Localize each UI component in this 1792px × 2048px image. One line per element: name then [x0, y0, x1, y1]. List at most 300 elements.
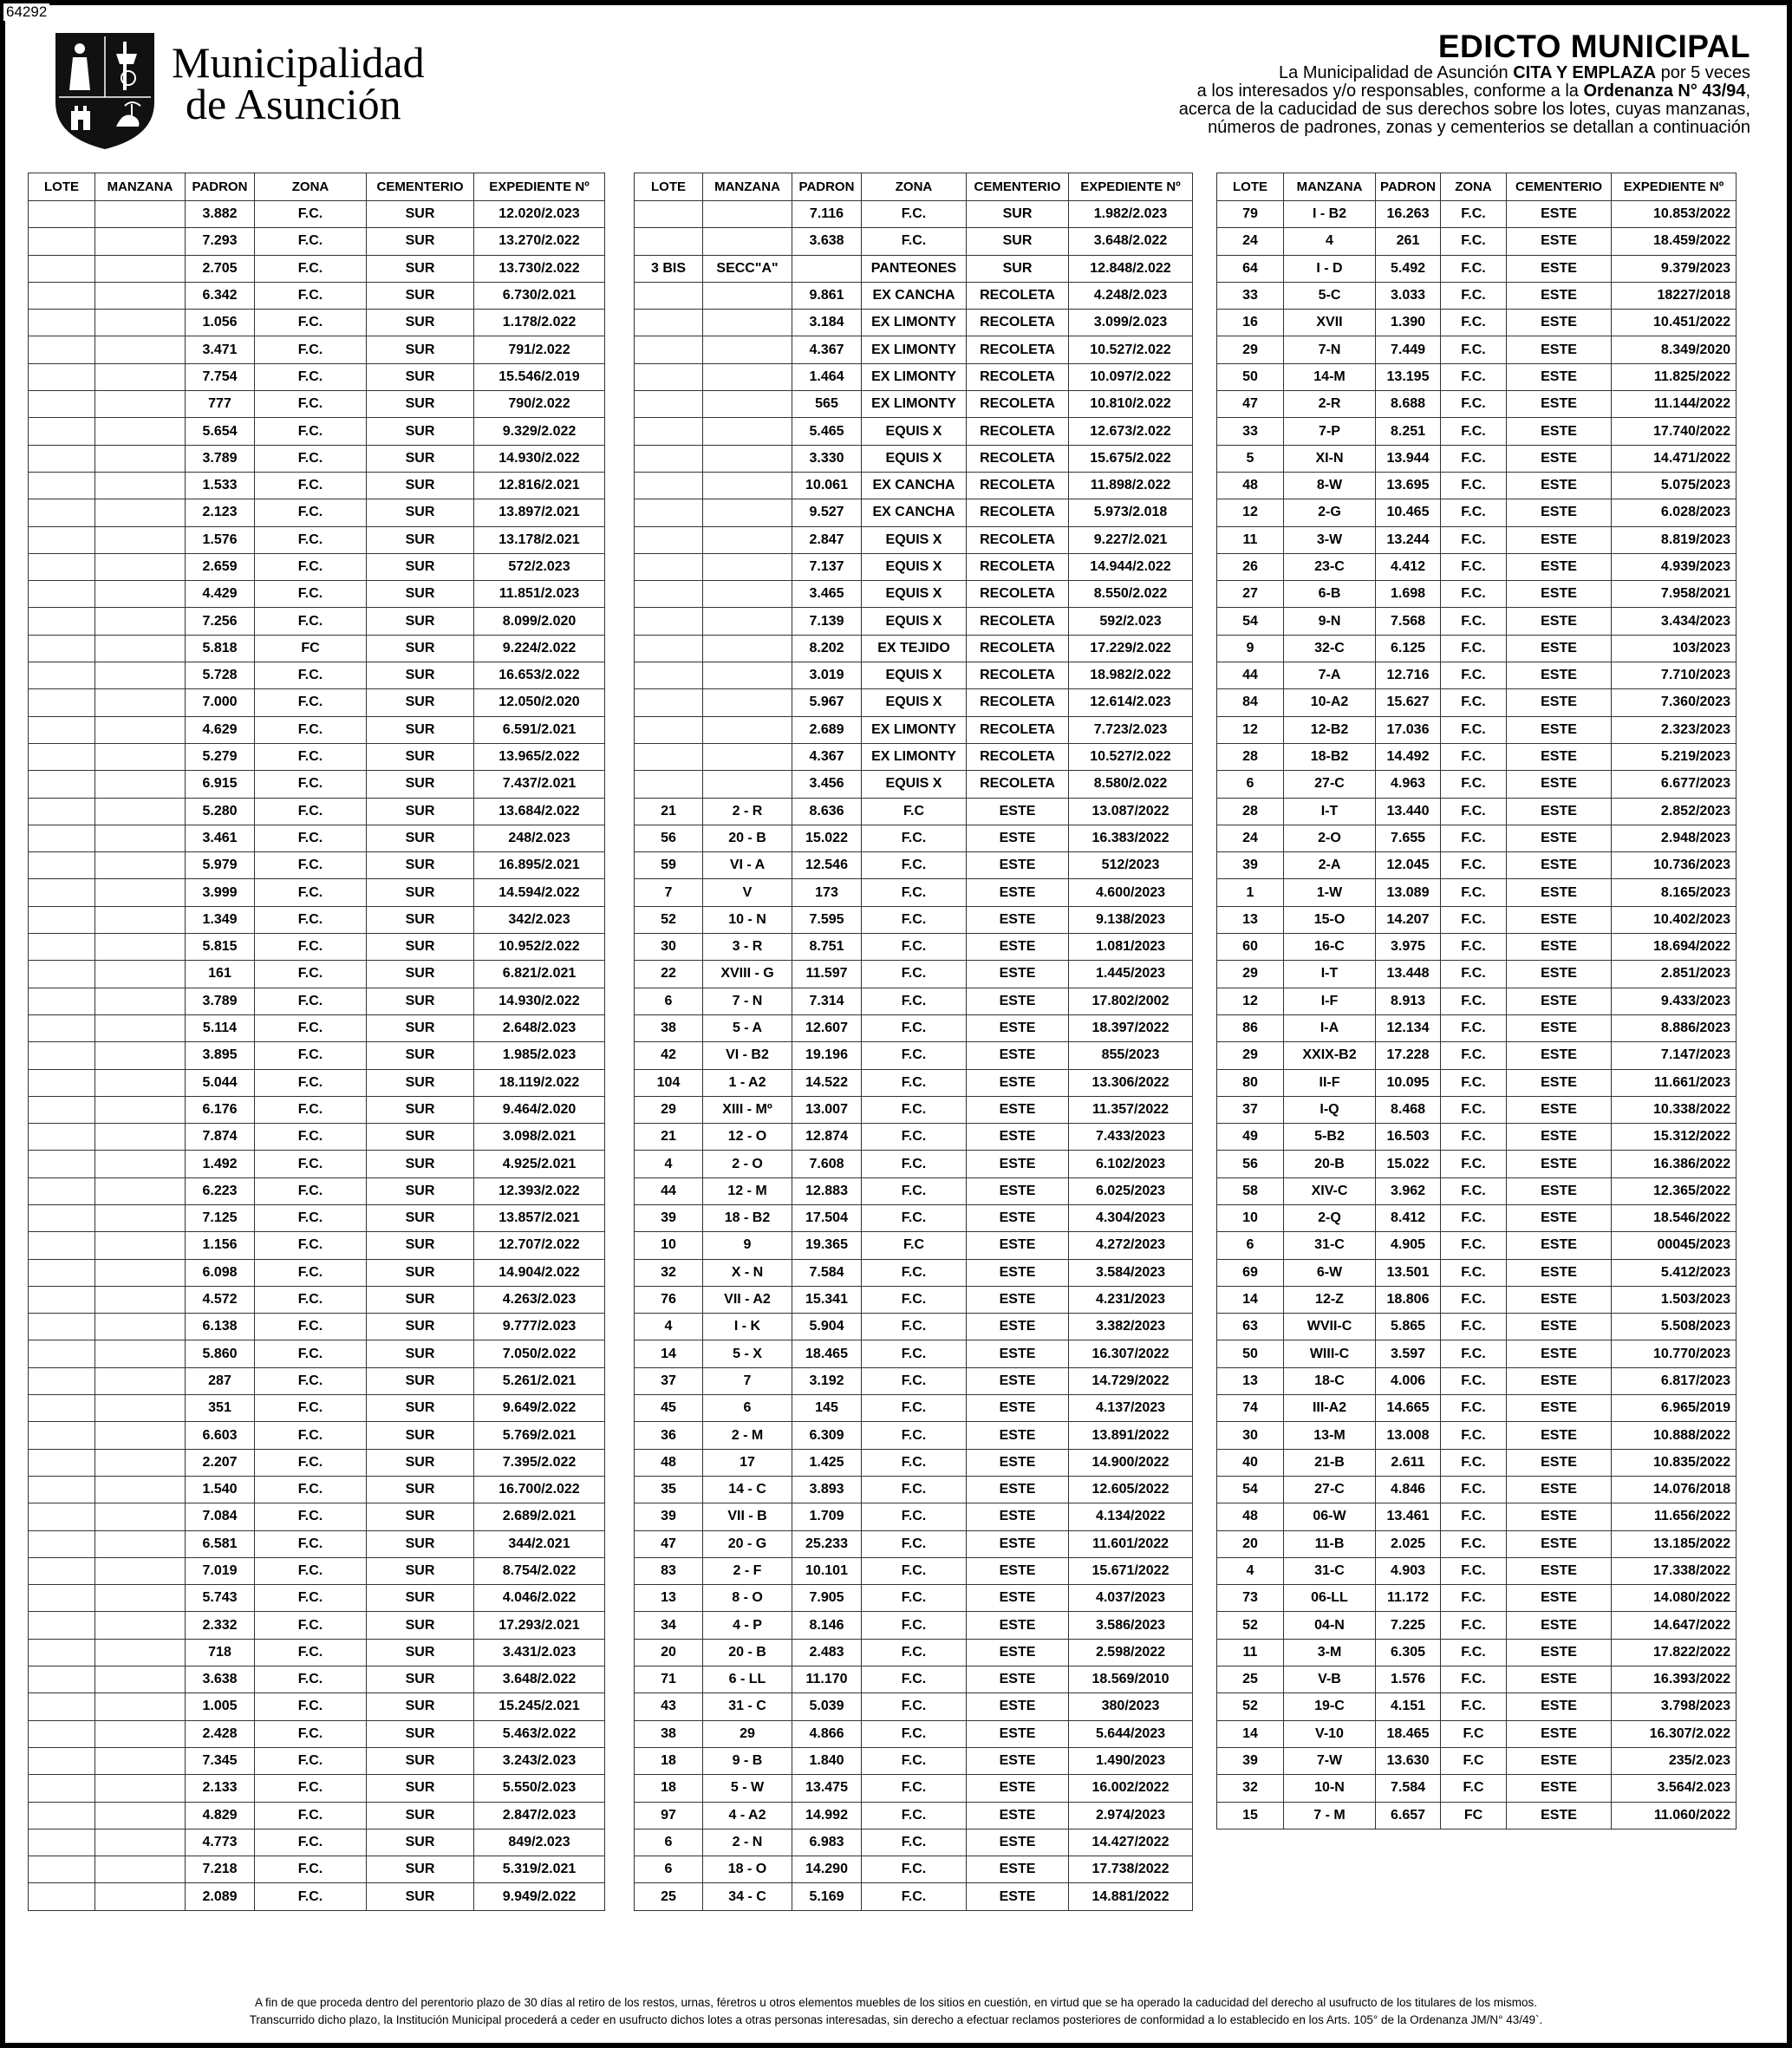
cell-manzana: V	[703, 879, 792, 906]
cell-lote: 4	[1217, 1557, 1284, 1584]
cell-manzana: 8-W	[1284, 472, 1376, 499]
cell-cementerio: SUR	[367, 1585, 474, 1612]
cell-manzana	[95, 310, 186, 336]
cell-zona: F.C.	[862, 228, 967, 255]
cell-zona: F.C.	[862, 1422, 967, 1449]
cell-cementerio: ESTE	[967, 1286, 1069, 1313]
cell-manzana: 2 - O	[703, 1151, 792, 1177]
cell-expediente: 14.076/2018	[1612, 1476, 1737, 1503]
cell-expediente: 6.591/2.021	[474, 716, 605, 743]
cell-manzana: 5-C	[1284, 282, 1376, 309]
cell-expediente: 11.601/2022	[1069, 1530, 1193, 1557]
cell-lote	[635, 662, 703, 689]
cell-lote: 12	[1217, 499, 1284, 526]
cell-zona: F.C.	[255, 1476, 367, 1503]
table-header-row	[29, 173, 605, 201]
cell-cementerio: RECOLETA	[967, 499, 1069, 526]
cell-cementerio: SUR	[367, 798, 474, 825]
cell-lote: 26	[1217, 553, 1284, 580]
cell-cementerio: SUR	[367, 391, 474, 418]
cell-lote: 38	[635, 1720, 703, 1747]
cell-manzana: 2 - R	[703, 798, 792, 825]
table-row	[1217, 1530, 1737, 1557]
cell-lote: 6	[635, 1829, 703, 1856]
table-row	[29, 1639, 605, 1666]
cell-manzana	[703, 228, 792, 255]
cell-lote: 13	[1217, 906, 1284, 933]
cell-expediente: 4.046/2.022	[474, 1585, 605, 1612]
cell-manzana: 5 - X	[703, 1340, 792, 1367]
cell-manzana: 16-C	[1284, 934, 1376, 961]
table-row	[29, 1340, 605, 1367]
cell-expediente: 103/2023	[1612, 635, 1737, 662]
cell-manzana	[95, 526, 186, 553]
cell-zona: F.C.	[1441, 716, 1507, 743]
table-row	[1217, 906, 1737, 933]
cell-padron: 1.709	[792, 1503, 862, 1530]
cell-padron: 13.630	[1376, 1747, 1441, 1774]
table-row	[29, 1124, 605, 1151]
cell-lote: 14	[635, 1340, 703, 1367]
cell-zona: F.C.	[255, 1014, 367, 1041]
cell-lote: 33	[1217, 418, 1284, 445]
cell-cementerio: ESTE	[1507, 1151, 1612, 1177]
cell-zona: F.C.	[862, 1314, 967, 1340]
cell-expediente: 4.137/2023	[1069, 1395, 1193, 1422]
cell-lote: 48	[1217, 1503, 1284, 1530]
cell-padron: 565	[792, 391, 862, 418]
cell-expediente: 13.178/2.021	[474, 526, 605, 553]
cell-cementerio: RECOLETA	[967, 282, 1069, 309]
cell-zona: F.C.	[1441, 1530, 1507, 1557]
table-row	[635, 934, 1193, 961]
cell-padron: 3.471	[186, 336, 255, 363]
cell-padron: 3.192	[792, 1367, 862, 1394]
table-row	[29, 1232, 605, 1259]
table-row	[1217, 1014, 1737, 1041]
table-row	[29, 1314, 605, 1340]
cell-padron: 7.314	[792, 988, 862, 1014]
cell-padron: 13.461	[1376, 1503, 1441, 1530]
cell-padron: 2.611	[1376, 1449, 1441, 1476]
cell-lote: 69	[1217, 1259, 1284, 1286]
cell-manzana: XIV-C	[1284, 1177, 1376, 1204]
cell-padron: 1.540	[186, 1476, 255, 1503]
table-row	[635, 716, 1193, 743]
cell-expediente: 15.312/2022	[1612, 1124, 1737, 1151]
cell-padron: 3.597	[1376, 1340, 1441, 1367]
cell-cementerio: SUR	[367, 363, 474, 390]
cell-manzana: 29	[703, 1720, 792, 1747]
cell-zona: F.C.	[862, 1666, 967, 1693]
cell-zona: F.C.	[862, 852, 967, 879]
cell-lote: 71	[635, 1666, 703, 1693]
table-row	[635, 1720, 1193, 1747]
cell-lote	[29, 1395, 95, 1422]
cell-padron: 1.390	[1376, 310, 1441, 336]
cell-zona: F.C.	[255, 1314, 367, 1340]
cell-cementerio: SUR	[367, 1422, 474, 1449]
cell-zona: F.C.	[862, 1557, 967, 1584]
cell-manzana: 7-A	[1284, 662, 1376, 689]
cell-padron: 18.465	[1376, 1720, 1441, 1747]
table-row	[29, 363, 605, 390]
cell-lote	[29, 1096, 95, 1123]
table-row	[635, 1856, 1193, 1883]
cell-lote: 3 BIS	[635, 255, 703, 282]
cell-zona: F.C.	[255, 1151, 367, 1177]
cell-padron: 1.840	[792, 1747, 862, 1774]
table-row	[635, 472, 1193, 499]
cell-lote	[29, 1775, 95, 1802]
cell-lote	[29, 553, 95, 580]
cell-expediente: 14.900/2022	[1069, 1449, 1193, 1476]
cell-zona: F.C.	[255, 1449, 367, 1476]
cell-manzana	[95, 988, 186, 1014]
cell-padron: 3.019	[792, 662, 862, 689]
table-row	[635, 852, 1193, 879]
cell-manzana: 7 - M	[1284, 1802, 1376, 1829]
cell-lote: 25	[1217, 1666, 1284, 1693]
cell-padron: 11.170	[792, 1666, 862, 1693]
cell-cementerio: ESTE	[1507, 526, 1612, 553]
cell-cementerio: SUR	[367, 1530, 474, 1557]
cell-expediente: 1.445/2023	[1069, 961, 1193, 988]
cell-lote: 6	[1217, 771, 1284, 798]
cell-expediente: 10.402/2023	[1612, 906, 1737, 933]
cell-expediente: 17.229/2.022	[1069, 635, 1193, 662]
cell-cementerio: ESTE	[1507, 1096, 1612, 1123]
cell-zona: F.C.	[255, 988, 367, 1014]
cell-lote	[635, 743, 703, 770]
cell-lote	[29, 255, 95, 282]
table-row	[1217, 1585, 1737, 1612]
table-row	[635, 1503, 1193, 1530]
cell-expediente: 592/2.023	[1069, 608, 1193, 635]
cell-cementerio: RECOLETA	[967, 635, 1069, 662]
cell-zona: F.C.	[255, 716, 367, 743]
cell-cementerio: ESTE	[1507, 771, 1612, 798]
cell-manzana	[95, 581, 186, 608]
cell-zona: EQUIS X	[862, 771, 967, 798]
cell-cementerio: ESTE	[967, 1666, 1069, 1693]
cell-lote	[29, 472, 95, 499]
cell-padron: 6.915	[186, 771, 255, 798]
cell-expediente: 16.307/2022	[1069, 1340, 1193, 1367]
cell-cementerio: ESTE	[967, 1639, 1069, 1666]
cell-cementerio: SUR	[367, 1069, 474, 1096]
cell-zona: F.C.	[862, 1747, 967, 1774]
cell-zona: F.C.	[862, 1395, 967, 1422]
cell-expediente: 4.248/2.023	[1069, 282, 1193, 309]
cell-manzana	[95, 1503, 186, 1530]
cell-lote	[635, 418, 703, 445]
cell-lote	[635, 310, 703, 336]
cell-lote	[29, 771, 95, 798]
cell-cementerio: ESTE	[1507, 445, 1612, 472]
table-row	[635, 961, 1193, 988]
cell-expediente: 10.810/2.022	[1069, 391, 1193, 418]
cell-expediente: 5.508/2023	[1612, 1314, 1737, 1340]
cell-manzana: 34 - C	[703, 1883, 792, 1910]
cell-manzana	[95, 1639, 186, 1666]
cell-zona: F.C.	[862, 1340, 967, 1367]
cell-zona: F.C.	[255, 391, 367, 418]
cell-padron: 9.861	[792, 282, 862, 309]
table-row	[635, 499, 1193, 526]
cell-manzana: XXIX-B2	[1284, 1042, 1376, 1069]
cell-expediente: 6.025/2023	[1069, 1177, 1193, 1204]
cell-padron: 9.527	[792, 499, 862, 526]
cell-expediente: 9.949/2.022	[474, 1883, 605, 1910]
cell-manzana: 2 - F	[703, 1557, 792, 1584]
cell-manzana	[95, 1449, 186, 1476]
cell-padron: 8.202	[792, 635, 862, 662]
column-header-zona: ZONA	[1441, 173, 1507, 201]
cell-zona: F.C.	[255, 1503, 367, 1530]
cell-lote: 4	[635, 1151, 703, 1177]
cell-manzana	[703, 635, 792, 662]
cell-lote	[29, 1476, 95, 1503]
cell-expediente: 10.736/2023	[1612, 852, 1737, 879]
cell-padron: 5.818	[186, 635, 255, 662]
cell-cementerio: SUR	[367, 1693, 474, 1720]
cell-cementerio: SUR	[967, 255, 1069, 282]
cell-zona: F.C.	[862, 1775, 967, 1802]
table-row	[29, 635, 605, 662]
cell-expediente: 12.614/2.023	[1069, 689, 1193, 716]
column-header-cementerio: CEMENTERIO	[367, 173, 474, 201]
cell-padron: 2.659	[186, 553, 255, 580]
cell-expediente: 572/2.023	[474, 553, 605, 580]
cell-expediente: 13.891/2022	[1069, 1422, 1193, 1449]
cell-manzana	[703, 336, 792, 363]
cell-cementerio: ESTE	[1507, 635, 1612, 662]
cell-manzana	[95, 336, 186, 363]
records-table-3	[1216, 173, 1737, 1830]
cell-expediente: 11.656/2022	[1612, 1503, 1737, 1530]
cell-zona: F.C.	[862, 201, 967, 228]
cell-padron: 1.533	[186, 472, 255, 499]
cell-zona: F.C.	[1441, 1340, 1507, 1367]
cell-lote: 56	[635, 825, 703, 851]
cell-cementerio: SUR	[367, 1151, 474, 1177]
cell-manzana: VII - B	[703, 1503, 792, 1530]
cell-padron: 8.913	[1376, 988, 1441, 1014]
cell-manzana: 2 - M	[703, 1422, 792, 1449]
cell-zona: F.C.	[1441, 1124, 1507, 1151]
cell-expediente: 00045/2023	[1612, 1232, 1737, 1259]
cell-zona: F.C.	[1441, 743, 1507, 770]
cell-zona: F.C.	[255, 1177, 367, 1204]
table-row	[1217, 879, 1737, 906]
cell-zona: F.C.	[255, 906, 367, 933]
cell-padron: 10.465	[1376, 499, 1441, 526]
cell-cementerio: ESTE	[1507, 391, 1612, 418]
cell-cementerio: RECOLETA	[967, 662, 1069, 689]
cell-padron: 3.882	[186, 201, 255, 228]
cell-manzana: 6-W	[1284, 1259, 1376, 1286]
cell-padron: 5.280	[186, 798, 255, 825]
table-row	[29, 1476, 605, 1503]
cell-zona: F.C.	[255, 1042, 367, 1069]
cell-manzana: 13-M	[1284, 1422, 1376, 1449]
cell-padron: 3.999	[186, 879, 255, 906]
records-table-2	[634, 173, 1193, 1911]
cell-zona: F.C.	[1441, 934, 1507, 961]
cell-cementerio: ESTE	[967, 1585, 1069, 1612]
cell-expediente: 7.958/2021	[1612, 581, 1737, 608]
cell-manzana	[95, 1883, 186, 1910]
cell-padron: 13.007	[792, 1096, 862, 1123]
cell-cementerio: ESTE	[1507, 282, 1612, 309]
cell-lote	[29, 1340, 95, 1367]
cell-padron: 7.754	[186, 363, 255, 390]
cell-cementerio: SUR	[367, 581, 474, 608]
cell-cementerio: ESTE	[967, 1096, 1069, 1123]
cell-lote: 13	[635, 1585, 703, 1612]
cell-cementerio: SUR	[367, 1367, 474, 1394]
cell-expediente: 12.673/2.022	[1069, 418, 1193, 445]
cell-cementerio: SUR	[367, 1177, 474, 1204]
cell-manzana	[95, 255, 186, 282]
cell-padron: 4.429	[186, 581, 255, 608]
cell-zona: F.C.	[862, 1014, 967, 1041]
cell-lote	[635, 689, 703, 716]
cell-lote: 37	[1217, 1096, 1284, 1123]
cell-padron: 8.412	[1376, 1204, 1441, 1231]
footer-line-2: Transcurrido dicho plazo, la Institución Municipal procederá a ceder en usufructo dichos lotes a otras personas interesadas, sin derecho a efectuar reclamos posteriores de conformidad a lo establecido en los Arts. 105° de la Ordenanza JM/N° 43/49`.	[249, 2013, 1543, 2026]
cell-expediente: 7.360/2023	[1612, 689, 1737, 716]
cell-expediente: 13.087/2022	[1069, 798, 1193, 825]
cell-expediente: 11.851/2.023	[474, 581, 605, 608]
table-row	[1217, 581, 1737, 608]
cell-padron: 7.218	[186, 1856, 255, 1883]
cell-manzana: 11-B	[1284, 1530, 1376, 1557]
table-row	[29, 1395, 605, 1422]
cell-lote: 60	[1217, 934, 1284, 961]
cell-zona: F.C.	[1441, 1449, 1507, 1476]
cell-zona: F.C.	[255, 310, 367, 336]
cell-expediente: 7.395/2.022	[474, 1449, 605, 1476]
cell-cementerio: SUR	[367, 1096, 474, 1123]
cell-cementerio: SUR	[967, 201, 1069, 228]
cell-manzana: 7-P	[1284, 418, 1376, 445]
cell-zona: F.C.	[255, 1232, 367, 1259]
cell-zona: F.C.	[1441, 1666, 1507, 1693]
cell-manzana: 04-N	[1284, 1612, 1376, 1639]
table-row	[29, 1612, 605, 1639]
cell-padron: 3.789	[186, 445, 255, 472]
footer-line-1: A fin de que proceda dentro del perentorio plazo de 30 días al retiro de los restos, urnas, féretros u otros elementos muebles de los sitios en cuestión, en virtud que se ha operado la caducidad del derecho al usufructo de los titulares de los mismos.	[254, 1996, 1538, 2009]
table-row	[635, 1639, 1193, 1666]
cell-padron: 5.967	[792, 689, 862, 716]
cell-manzana	[95, 553, 186, 580]
cell-cementerio: ESTE	[967, 1829, 1069, 1856]
table-row	[29, 310, 605, 336]
cell-zona: F.C.	[255, 825, 367, 851]
cell-expediente: 16.307/2.022	[1612, 1720, 1737, 1747]
cell-expediente: 3.798/2023	[1612, 1693, 1737, 1720]
cell-lote: 50	[1217, 1340, 1284, 1367]
cell-padron: 12.134	[1376, 1014, 1441, 1041]
cell-manzana	[703, 363, 792, 390]
cell-expediente: 10.888/2022	[1612, 1422, 1737, 1449]
cell-padron: 2.123	[186, 499, 255, 526]
cell-lote: 48	[635, 1449, 703, 1476]
table-row	[1217, 662, 1737, 689]
cell-manzana: VI - B2	[703, 1042, 792, 1069]
cell-cementerio: SUR	[367, 1612, 474, 1639]
cell-expediente: 14.080/2022	[1612, 1585, 1737, 1612]
cell-expediente: 6.730/2.021	[474, 282, 605, 309]
cell-cementerio: SUR	[367, 608, 474, 635]
cell-manzana: 10 - N	[703, 906, 792, 933]
cell-expediente: 5.075/2023	[1612, 472, 1737, 499]
cell-padron: 8.146	[792, 1612, 862, 1639]
cell-zona: F.C.	[862, 1177, 967, 1204]
cell-cementerio: ESTE	[1507, 852, 1612, 879]
cell-zona: F.C.	[1441, 1259, 1507, 1286]
cell-manzana: I - K	[703, 1314, 792, 1340]
cell-padron: 13.475	[792, 1775, 862, 1802]
cell-manzana: 14-M	[1284, 363, 1376, 390]
cell-padron: 12.045	[1376, 852, 1441, 879]
cell-padron: 6.342	[186, 282, 255, 309]
cell-expediente: 10.451/2022	[1612, 310, 1737, 336]
cell-cementerio: ESTE	[1507, 1069, 1612, 1096]
cell-cementerio: ESTE	[1507, 255, 1612, 282]
cell-lote: 32	[1217, 1775, 1284, 1802]
cell-cementerio: SUR	[367, 635, 474, 662]
cell-padron: 17.228	[1376, 1042, 1441, 1069]
cell-zona: F.C.	[1441, 391, 1507, 418]
cell-expediente: 855/2023	[1069, 1042, 1193, 1069]
cell-lote	[29, 716, 95, 743]
cell-zona: F.C.	[255, 879, 367, 906]
cell-zona: F.C.	[862, 906, 967, 933]
cell-cementerio: ESTE	[1507, 1422, 1612, 1449]
cell-expediente: 12.365/2022	[1612, 1177, 1737, 1204]
cell-zona: F.C.	[255, 934, 367, 961]
cell-cementerio: SUR	[367, 553, 474, 580]
cell-padron: 14.665	[1376, 1395, 1441, 1422]
cell-padron: 7.293	[186, 228, 255, 255]
cell-manzana	[95, 1232, 186, 1259]
cell-zona: F.C.	[862, 1204, 967, 1231]
cell-padron: 17.504	[792, 1204, 862, 1231]
table-row	[1217, 1124, 1737, 1151]
cell-padron: 5.039	[792, 1693, 862, 1720]
cell-padron: 5.743	[186, 1585, 255, 1612]
table-row	[1217, 1151, 1737, 1177]
cell-expediente: 4.925/2.021	[474, 1151, 605, 1177]
cell-manzana: XVII	[1284, 310, 1376, 336]
cell-manzana: 6 - LL	[703, 1666, 792, 1693]
cell-lote: 84	[1217, 689, 1284, 716]
table-row	[1217, 1720, 1737, 1747]
cell-lote: 54	[1217, 1476, 1284, 1503]
table-row	[1217, 1395, 1737, 1422]
cell-zona: F.C.	[255, 961, 367, 988]
cell-padron: 3.465	[792, 581, 862, 608]
table-row	[1217, 1666, 1737, 1693]
cell-expediente: 14.427/2022	[1069, 1829, 1193, 1856]
cell-manzana	[703, 662, 792, 689]
cell-expediente: 5.973/2.018	[1069, 499, 1193, 526]
cell-manzana: 17	[703, 1449, 792, 1476]
table-row	[635, 282, 1193, 309]
